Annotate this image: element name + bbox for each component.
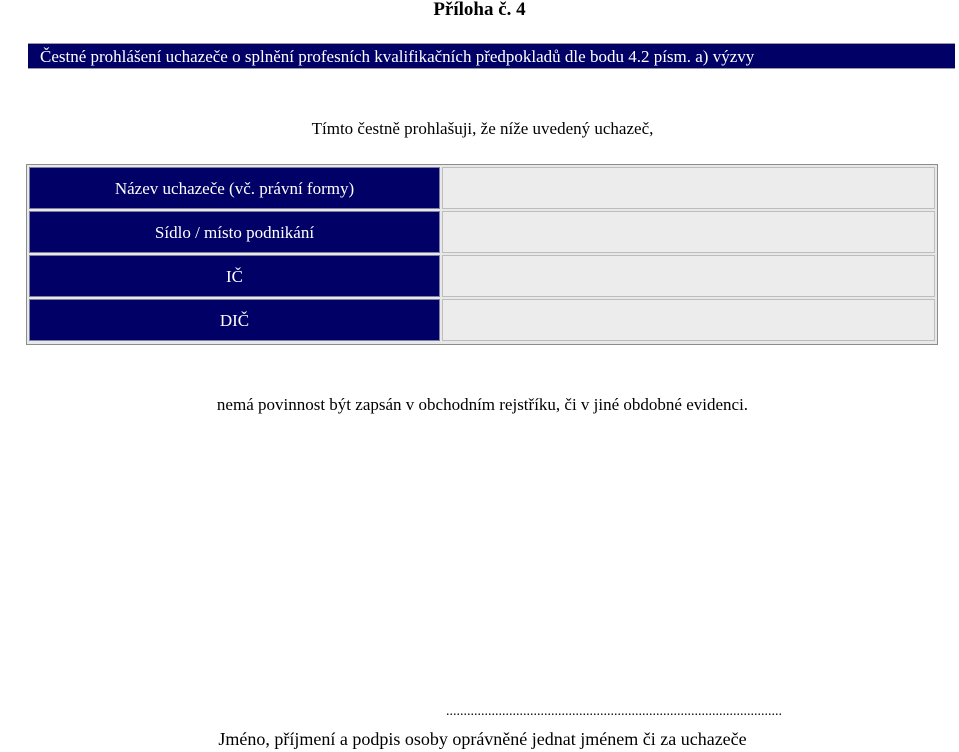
field-value-registered-office[interactable] <box>442 211 935 253</box>
intro-text: Tímto čestně prohlašuji, že níže uvedený uchazeč, <box>311 119 654 138</box>
signature-line: ................................................................................................ <box>446 704 782 719</box>
field-label-tax-id: DIČ <box>29 299 440 341</box>
field-label-company-id: IČ <box>29 255 440 297</box>
declaration-title-banner <box>28 43 955 69</box>
field-label-registered-office: Sídlo / místo podnikání <box>29 211 440 253</box>
signature-caption: Jméno, příjmení a podpis osoby oprávněné jednat jménem či za uchazeče <box>218 729 747 749</box>
field-value-applicant-name[interactable] <box>442 167 935 209</box>
field-label-applicant-name: Název uchazeče (vč. právní formy) <box>29 167 440 209</box>
attachment-label: Příloha č. 4 <box>433 0 526 20</box>
declaration-statement: nemá povinnost být zapsán v obchodním rejstříku, či v jiné obdobné evidenci. <box>216 395 749 414</box>
declaration-title: Čestné prohlášení uchazeče o splnění profesních kvalifikačních předpokladů dle bodu 4.2 písm. a) výzvy <box>40 47 755 66</box>
field-value-company-id[interactable] <box>442 255 935 297</box>
applicant-details-table <box>26 164 938 345</box>
field-value-tax-id[interactable] <box>442 299 935 341</box>
